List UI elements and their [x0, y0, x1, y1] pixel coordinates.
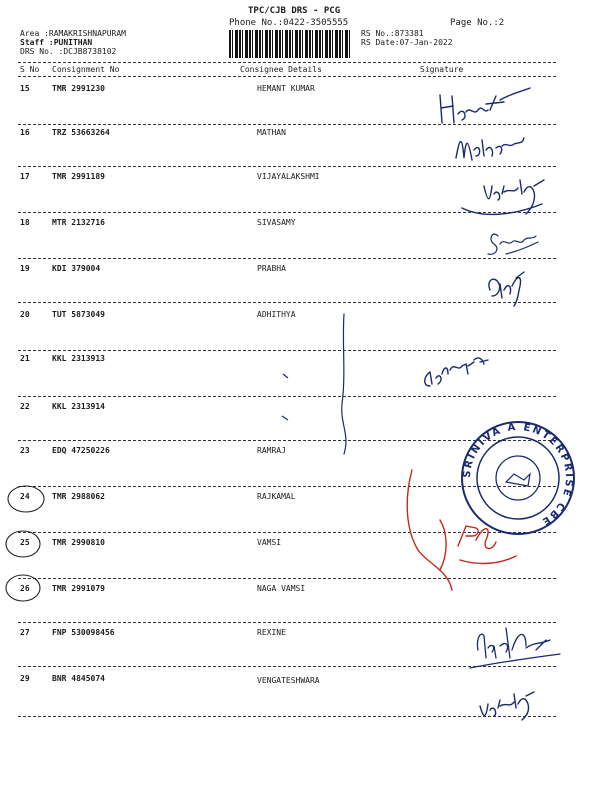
row-sno: 21: [20, 354, 30, 363]
row-sno: 29: [20, 674, 30, 683]
staff-label: Staff :PUNITHAN: [20, 38, 93, 47]
row-consignment: BNR 4845074: [52, 674, 105, 683]
signature-17: [462, 180, 544, 214]
row-consignment: TMR 2991079: [52, 584, 105, 593]
signature-16: [456, 138, 524, 160]
row-consignment: TUT 5873049: [52, 310, 105, 319]
bracket-line: [342, 314, 346, 454]
row-sno: 17: [20, 172, 30, 181]
row-sno: 27: [20, 628, 30, 637]
row-consignment: EDQ 47250226: [52, 446, 110, 455]
row-consignee: VAMSI: [257, 538, 282, 547]
row-consignment: KKL 2313914: [52, 402, 105, 411]
page-number: Page No.:2: [450, 18, 505, 28]
signature-29: [480, 692, 534, 720]
document-title: TPC/CJB DRS - PCG: [248, 6, 341, 16]
row-consignment: TMR 2991189: [52, 172, 105, 181]
row-consignee: ADHITHYA: [257, 310, 296, 319]
row-consignee: NAGA VAMSI: [257, 584, 306, 593]
signature-18: [488, 234, 538, 254]
row-consignee: HEMANT KUMAR: [257, 84, 315, 93]
column-consignment: Consignment No: [52, 65, 120, 74]
row-24-circle: [8, 486, 44, 512]
row-consignee: REXINE: [257, 628, 286, 637]
signature-27: [470, 628, 560, 668]
column-consignee: Consignee Details: [240, 65, 322, 74]
row-sno: 22: [20, 402, 30, 411]
row-consignee: VENGATESHWARA: [257, 676, 320, 685]
row-consignee: RAJKAMAL: [257, 492, 296, 501]
row-consignee: SIVASAMY: [257, 218, 296, 227]
row-consignee: MATHAN: [257, 128, 286, 137]
row-sno: 24: [20, 492, 30, 501]
row-consignment: TMR 2988062: [52, 492, 105, 501]
row-sno: 25: [20, 538, 30, 547]
signature-21: [425, 358, 488, 386]
row-consignment: KDI 379004: [52, 264, 101, 273]
red-pen-stroke: [407, 470, 452, 590]
row-consignment: FNP 530098456: [52, 628, 115, 637]
row-sno: 16: [20, 128, 30, 137]
row-sno: 18: [20, 218, 30, 227]
row-25-circle: [6, 531, 40, 557]
row-sno: 20: [20, 310, 30, 319]
row-sno: 23: [20, 446, 30, 455]
row-consignee: PRABHA: [257, 264, 286, 273]
row-consignee: VIJAYALAKSHMI: [257, 172, 320, 181]
red-initials: [458, 526, 516, 563]
ditto-mark: [282, 374, 288, 420]
row-sno: 26: [20, 584, 30, 593]
column-signature: Signature: [420, 65, 464, 74]
row-consignment: TRZ 53663264: [52, 128, 110, 137]
row-consignment: KKL 2313913: [52, 354, 105, 363]
signature-15: [440, 88, 530, 123]
row-sno: 15: [20, 84, 30, 93]
rs-date: RS Date:07-Jan-2022: [361, 38, 453, 47]
row-sno: 19: [20, 264, 30, 273]
drs-number: DRS No. :DCJB8738102: [20, 47, 117, 56]
rs-number: RS No.:873381: [361, 29, 424, 38]
column-sno: S No: [20, 65, 40, 74]
row-consignee: RAMRAJ: [257, 446, 286, 455]
area-label: Area :RAMAKRISHNAPURAM: [20, 29, 126, 38]
row-consignment: TMR 2990810: [52, 538, 105, 547]
round-stamp: [462, 422, 574, 534]
row-26-circle: [6, 575, 40, 601]
row-consignment: MTR 2132716: [52, 218, 105, 227]
signature-19: [489, 272, 524, 306]
row-consignment: TMR 2991230: [52, 84, 105, 93]
stamp-text: SRINIVA A ENTERPRISE CBE: [461, 421, 575, 528]
phone-number: Phone No.:0422-3505555: [229, 18, 349, 28]
